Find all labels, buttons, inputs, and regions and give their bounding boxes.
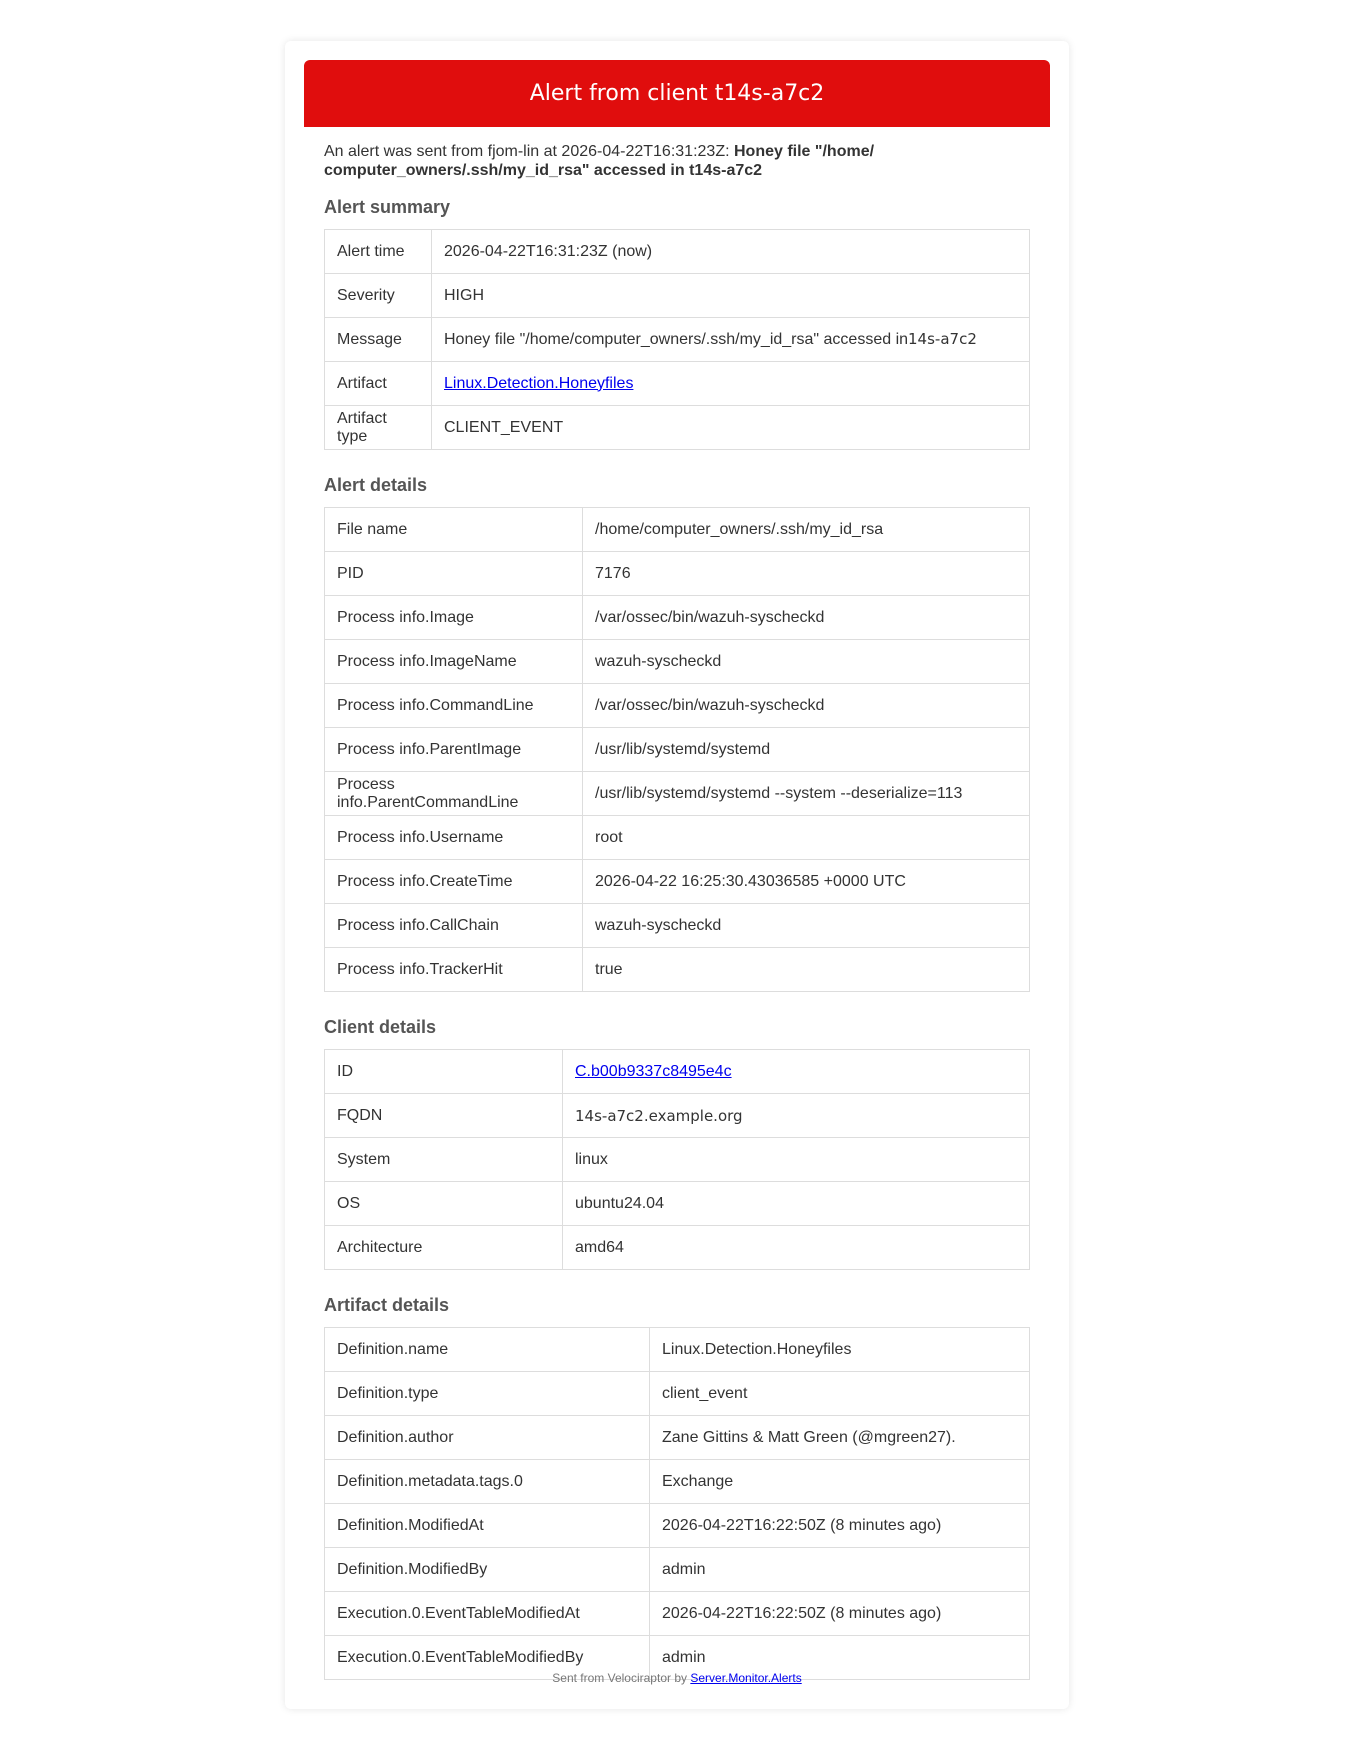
- table-row: [325, 1094, 1030, 1138]
- banner-prefix: Alert from client: [529, 81, 715, 106]
- details-key: Process info.ParentCommandLine: [325, 772, 583, 816]
- summary-key: Alert time: [325, 230, 432, 274]
- table-row: [325, 728, 1030, 772]
- details-value: 7176: [583, 552, 1030, 596]
- details-value: wazuh-syscheckd: [583, 904, 1030, 948]
- summary-value: [432, 362, 1030, 406]
- client-key: Architecture: [325, 1226, 563, 1270]
- artifact-key: Definition.author: [325, 1416, 650, 1460]
- intro-text: An alert was sent from fjom-lin at 2026-04-22T16:31:23Z:: [324, 143, 734, 160]
- artifact-value: Linux.Detection.Honeyfiles: [650, 1328, 1030, 1372]
- client-value: 14s-a7c2.example.org: [563, 1094, 1030, 1138]
- banner-client-name: t14s-a7c2: [714, 81, 825, 106]
- client-id-link[interactable]: C.b00b9337c8495e4c: [575, 1062, 732, 1080]
- details-value: /usr/lib/systemd/systemd --system --deserialize=113: [583, 772, 1030, 816]
- client-key: FQDN: [325, 1094, 563, 1138]
- artifact-key: Execution.0.EventTableModifiedAt: [325, 1592, 650, 1636]
- intro-paragraph: [324, 142, 1030, 180]
- summary-value: 2026-04-22T16:31:23Z (now): [432, 230, 1030, 274]
- details-key: Process info.CallChain: [325, 904, 583, 948]
- alert-summary-table: [324, 229, 1030, 450]
- artifact-value: 2026-04-22T16:22:50Z (8 minutes ago): [650, 1592, 1030, 1636]
- artifact-value: Zane Gittins & Matt Green (@mgreen27).: [650, 1416, 1030, 1460]
- table-row: [325, 948, 1030, 992]
- table-row: [325, 552, 1030, 596]
- alert-content: [324, 142, 1030, 1680]
- alert-email-card: [285, 41, 1069, 1709]
- summary-key: Severity: [325, 274, 432, 318]
- table-row: [325, 1372, 1030, 1416]
- artifact-value: client_event: [650, 1372, 1030, 1416]
- message-client: 14s-a7c2: [908, 330, 977, 348]
- alert-details-heading: Alert details: [324, 475, 428, 495]
- summary-value: [432, 318, 1030, 362]
- details-value: /var/ossec/bin/wazuh-syscheckd: [583, 596, 1030, 640]
- artifact-value: admin: [650, 1548, 1030, 1592]
- table-row: [325, 904, 1030, 948]
- table-row: [325, 406, 1030, 450]
- details-value: true: [583, 948, 1030, 992]
- footer: [285, 1671, 1069, 1685]
- artifact-value: Exchange: [650, 1460, 1030, 1504]
- details-key: PID: [325, 552, 583, 596]
- artifact-key: Execution.0.EventTableModifiedBy: [325, 1636, 650, 1680]
- table-row: [325, 508, 1030, 552]
- table-row: [325, 640, 1030, 684]
- footer-monitor-link[interactable]: Server.Monitor.Alerts: [690, 1671, 802, 1685]
- footer-text: Sent from Velociraptor by: [552, 1671, 691, 1685]
- table-row: [325, 1416, 1030, 1460]
- details-key: Process info.Image: [325, 596, 583, 640]
- details-value: wazuh-syscheckd: [583, 640, 1030, 684]
- summary-value: HIGH: [432, 274, 1030, 318]
- table-row: [325, 1548, 1030, 1592]
- artifact-details-table: [324, 1327, 1030, 1680]
- details-key: Process info.ParentImage: [325, 728, 583, 772]
- table-row: [325, 1504, 1030, 1548]
- table-row: [325, 684, 1030, 728]
- table-row: [325, 860, 1030, 904]
- artifact-value: admin: [650, 1636, 1030, 1680]
- table-row: [325, 1460, 1030, 1504]
- client-value: amd64: [563, 1226, 1030, 1270]
- artifact-key: Definition.ModifiedBy: [325, 1548, 650, 1592]
- table-row: [325, 596, 1030, 640]
- summary-key: Message: [325, 318, 432, 362]
- table-row: [325, 1226, 1030, 1270]
- details-key: Process info.CommandLine: [325, 684, 583, 728]
- table-row: [325, 362, 1030, 406]
- client-details-table: [324, 1049, 1030, 1270]
- summary-key: Artifact: [325, 362, 432, 406]
- table-row: [325, 1182, 1030, 1226]
- summary-key: Artifact type: [325, 406, 432, 450]
- summary-value: CLIENT_EVENT: [432, 406, 1030, 450]
- client-key: System: [325, 1138, 563, 1182]
- details-key: Process info.TrackerHit: [325, 948, 583, 992]
- artifact-key: Definition.name: [325, 1328, 650, 1372]
- artifact-details-heading: Artifact details: [324, 1295, 450, 1315]
- artifact-key: Definition.type: [325, 1372, 650, 1416]
- client-details-heading: Client details: [324, 1017, 437, 1037]
- table-row: [325, 230, 1030, 274]
- artifact-link[interactable]: Linux.Detection.Honeyfiles: [444, 374, 634, 392]
- table-row: [325, 1328, 1030, 1372]
- alert-details-table: [324, 507, 1030, 992]
- details-value: /home/computer_owners/.ssh/my_id_rsa: [583, 508, 1030, 552]
- table-row: [325, 772, 1030, 816]
- client-key: ID: [325, 1050, 563, 1094]
- details-value: /usr/lib/systemd/systemd: [583, 728, 1030, 772]
- details-value: /var/ossec/bin/wazuh-syscheckd: [583, 684, 1030, 728]
- table-row: [325, 318, 1030, 362]
- client-key: OS: [325, 1182, 563, 1226]
- table-row: [325, 274, 1030, 318]
- table-row: [325, 1592, 1030, 1636]
- details-key: Process info.Username: [325, 816, 583, 860]
- artifact-value: 2026-04-22T16:22:50Z (8 minutes ago): [650, 1504, 1030, 1548]
- details-key: File name: [325, 508, 583, 552]
- table-row: [325, 1050, 1030, 1094]
- client-value: linux: [563, 1138, 1030, 1182]
- client-value: ubuntu24.04: [563, 1182, 1030, 1226]
- message-text: Honey file "/home/computer_owners/.ssh/my_id_rsa" accessed in: [444, 331, 909, 348]
- table-row: [325, 816, 1030, 860]
- table-row: [325, 1138, 1030, 1182]
- details-key: Process info.ImageName: [325, 640, 583, 684]
- details-value: root: [583, 816, 1030, 860]
- details-key: Process info.CreateTime: [325, 860, 583, 904]
- alert-summary-heading: Alert summary: [324, 197, 451, 217]
- artifact-key: Definition.metadata.tags.0: [325, 1460, 650, 1504]
- intro-bold-message: Honey file "/home/ computer_owners/.ssh/my_id_rsa" accessed in t14s-a7c2: [324, 143, 875, 179]
- client-value: [563, 1050, 1030, 1094]
- alert-banner: [304, 60, 1050, 127]
- artifact-key: Definition.ModifiedAt: [325, 1504, 650, 1548]
- details-value: 2026-04-22 16:25:30.43036585 +0000 UTC: [583, 860, 1030, 904]
